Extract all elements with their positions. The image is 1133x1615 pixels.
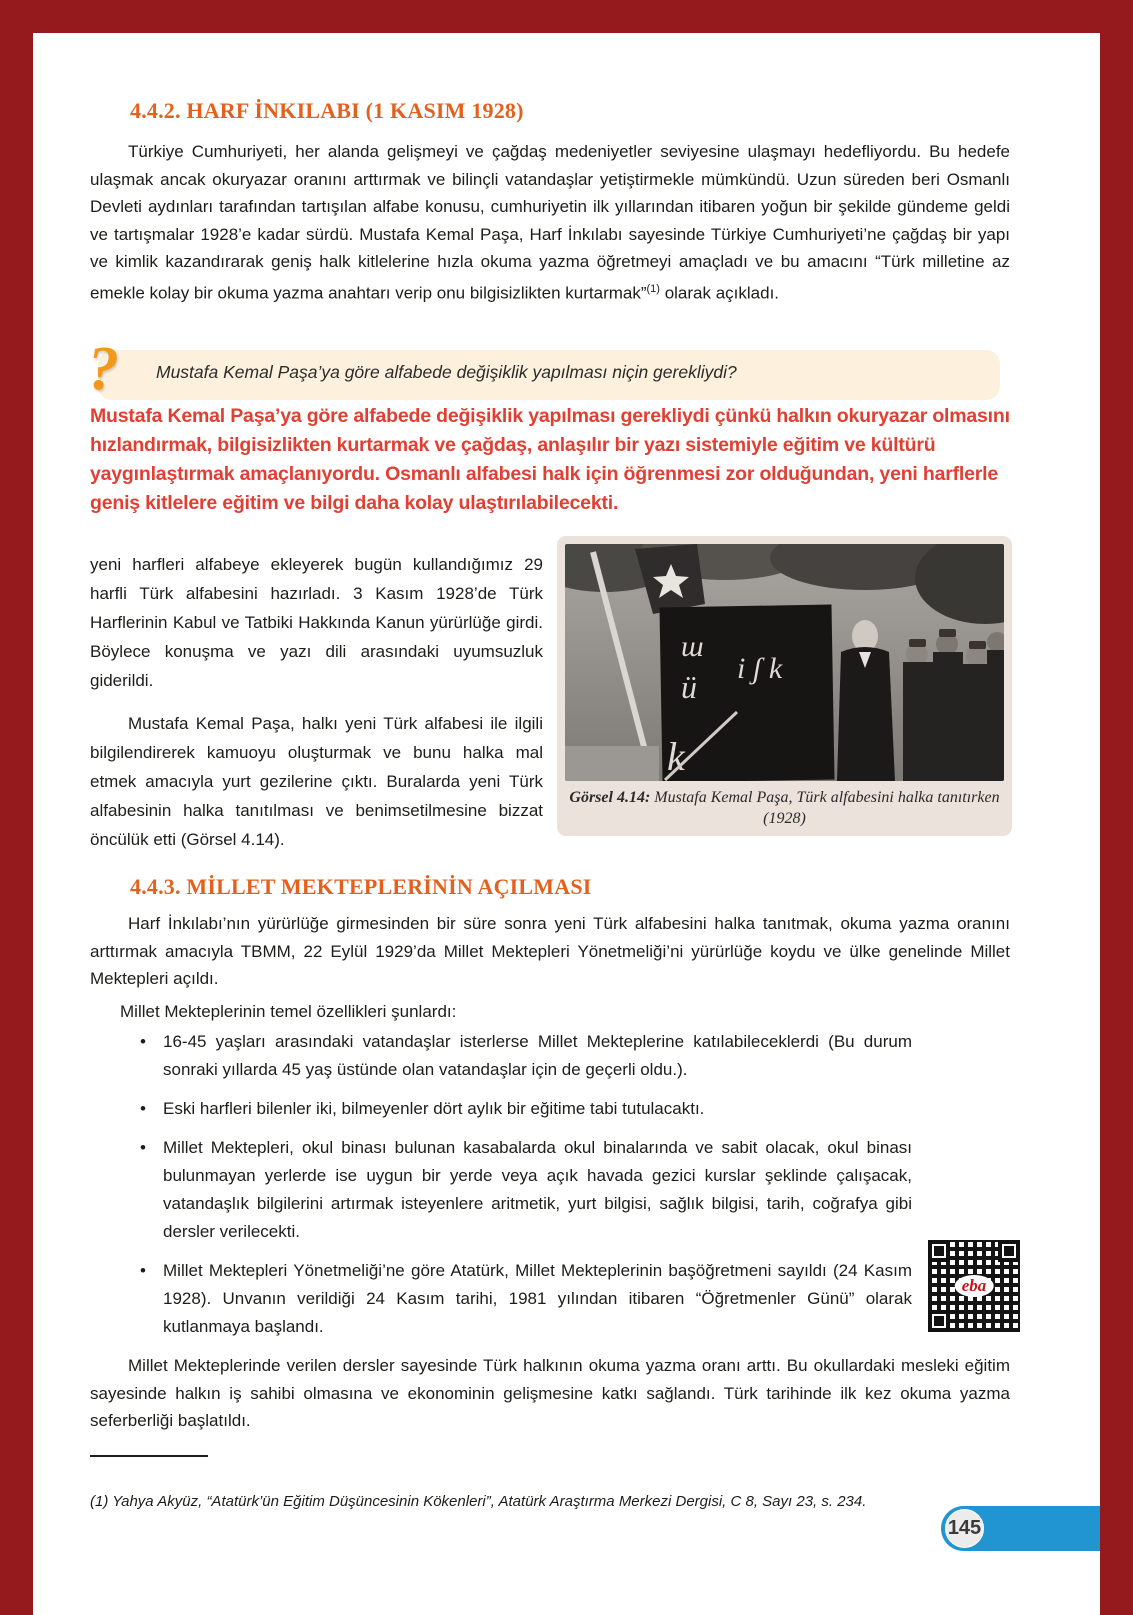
paragraph-text: Türkiye Cumhuriyeti, her alanda gelişmeyi ve çağdaş medeniyetler seviyesine ulaşmayı hedefliyordu. Bu hedefe ulaşmak ancak okuryazar oranını arttırmak ve bilinçli vatandaşlar yetiştirmekle mümkündü. Uzun süreden beri Osmanlı Devleti aydınları tarafından tartışılan alfabe konusu, cumhuriyetin ilk yıllarından itibaren yoğun bir şekilde gündeme geldi ve tartışmalar 1928’e kadar sürdü. Mustafa Kemal Paşa, Harf İnkılabı sayesinde Türkiye Cumhuriyeti’ne çağdaş bir yapı ve kimlik kazandırarak geniş halk kitlelerine hızla okuma yazma öğretmeyi amaçladı ve bu amacını “Türk milletine az emekle kolay bir okuma yazma anahtarı verip onu bilgisizlikten kurtarmak” xyxy=(90,142,1010,303)
typed-answer-text[interactable]: Mustafa Kemal Paşa’ya göre alfabede değişiklik yapılması gerekliydi çünkü halkın okuryazar olmasını hızlandırmak, bilgisizlikten kurtarmak ve çağdaş, anlaşılır bir yazı sistemiyle eğitim ve kültürü yaygınlaştırmak amaçlanıyordu. Osmanlı alfabesi halk için öğrenmesi zor olduğundan, yeni harflerle geniş kitlelere eğitim ve bilgi daha kolay ulaştırılabilecekti. xyxy=(90,405,1010,514)
page-frame-top xyxy=(0,0,1133,33)
section-heading-442: 4.4.2. HARF İNKILABI (1 KASIM 1928) xyxy=(130,98,524,123)
question-text: Mustafa Kemal Paşa’ya göre alfabede değişiklik yapılması niçin gerekliydi? xyxy=(156,362,737,382)
page-number: 145 xyxy=(945,1509,984,1548)
list-item-text: Eski harfleri bilenler iki, bilmeyenler dört aylık bir eğitime tabi tutulacaktı. xyxy=(163,1099,705,1118)
list-intro: Millet Mekteplerinin temel özellikleri şunlardı: xyxy=(120,1002,457,1021)
chalk-letter-4: k xyxy=(667,734,685,779)
chalk-letter-2: ü xyxy=(681,669,697,705)
page-frame-right xyxy=(1100,0,1133,1615)
section-heading-443: 4.4.3. MİLLET MEKTEPLERİNİN AÇILMASI xyxy=(130,874,592,899)
page-content xyxy=(90,0,1010,1615)
list-item-text: 16-45 yaşları arasındaki vatandaşlar isterlerse Millet Mekteplerine katılabileceklerdi (Bu durum sonraki yıllarda 45 yaş üstünde olan vatandaşlar için de geçerli oldu.). xyxy=(163,1032,912,1079)
list-item xyxy=(140,1134,1010,1246)
footnote-text: (1) Yahya Akyüz, “Atatürk’ün Eğitim Düşüncesinin Kökenleri”, Atatürk Araştırma Merkezi Dergisi, C 8, Sayı 23, s. 234. xyxy=(90,1493,867,1510)
column-paragraph-2: Mustafa Kemal Paşa, halkı yeni Türk alfabesi ile ilgili bilgilendirerek kamuoyu oluşturmak ve bunu halka mal etmek amacıyla yurt gezilerine çıktı. Buralarda yeni Türk alfabesinin halka tanıtılması ve benimsetilmesine bizzat öncülük etti (Görsel 4.14). xyxy=(90,714,543,849)
section-442-paragraph xyxy=(90,138,1010,307)
page-frame-left xyxy=(0,0,33,1615)
list-item xyxy=(140,1028,1010,1084)
column-paragraph-1: yeni harfleri alfabeye ekleyerek bugün kullandığımız 29 harfli Türk alfabesini hazırladı. 3 Kasım 1928’de Türk Harflerinin Kabul ve Tatbiki Hakkında Kanun yürürlüğe girdi. Böylece konuşma ve yazı dili arasındaki uyumsuzluk giderildi. xyxy=(90,555,543,690)
figure-caption xyxy=(569,787,1000,829)
list-item xyxy=(140,1095,1010,1123)
closing-paragraph: Millet Mekteplerinde verilen dersler sayesinde Türk halkının okuma yazma oranı arttı. Bu okullardaki mesleki eğitim sayesinde halkın iş sahibi olmasına ve ekonominin gelişmesine katkı sağlandı. Türk tarihinde ilk kez okuma yazma seferberliği başlatıldı. xyxy=(90,1356,1010,1430)
footnote-marker: (1) xyxy=(646,282,660,295)
list-item-text: Millet Mektepleri, okul binası bulunan kasabalarda okul binalarında ve sabit olacak, okul binası bulunmayan yerlerde ise uygun bir yerde veya açık havada gezici kurslar şeklinde çalışacak, vatandaşlık bilgilerini artırmak isteyenlere aritmetik, yurt bilgisi, sağlık bilgisi, tarih, coğrafya gibi dersler verilecekti. xyxy=(163,1138,912,1241)
question-box xyxy=(98,350,1000,400)
figure-caption-text: Mustafa Kemal Paşa, Türk alfabesini halka tanıtırken (1928) xyxy=(650,789,1000,827)
footnote-divider xyxy=(90,1455,208,1457)
two-column-section xyxy=(90,550,1010,868)
figure-caption-label: Görsel 4.14: xyxy=(569,789,651,806)
chalk-letter-1: ш xyxy=(681,630,704,663)
chalk-letter-3: i ʃ k xyxy=(737,652,783,685)
list-item xyxy=(140,1257,1010,1341)
paragraph-text-end: olarak açıkladı. xyxy=(659,283,780,303)
atatuerk-blackboard-photo xyxy=(565,544,1004,781)
question-mark-icon: ? xyxy=(88,335,119,403)
list-item-text: Millet Mektepleri Yönetmeliği’ne göre Atatürk, Millet Mekteplerinin başöğretmeni sayıldı (24 Kasım 1928). Unvanın verildiği 24 Kasım tarihi, 1981 yılından itibaren “Öğretmenler Günü” olarak kutlanmaya başlandı. xyxy=(163,1261,912,1336)
features-list xyxy=(90,1028,1010,1341)
features-and-closing xyxy=(90,1028,1010,1435)
section-443-intro: Harf İnkılabı’nın yürürlüğe girmesinden bir süre sonra yeni Türk alfabesini halka tanıtmak, okuma yazma oranını arttırmak amacıyla TBMM, 22 Eylül 1929’da Millet Mektepleri Yönetmeliği’ni yürürlüğe koydu ve ülke genelinde Millet Mektepleri açıldı. xyxy=(90,914,1010,988)
eba-logo: eba xyxy=(955,1275,994,1297)
figure-card xyxy=(557,536,1012,836)
